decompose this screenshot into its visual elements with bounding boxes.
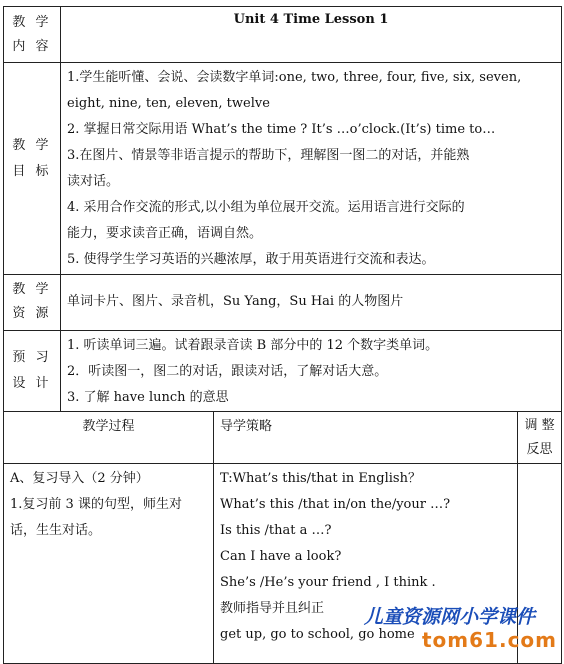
strategy-line: get up, go to school, go home xyxy=(220,627,415,642)
goal-line: 读对话。 xyxy=(67,174,120,189)
resources-row xyxy=(4,275,562,331)
watermark-text: 儿童资源网小学课件 xyxy=(364,606,536,628)
strategy-line: What’s this /that in/on the/your …? xyxy=(220,497,451,512)
process-line: A、复习导入（2 分钟） xyxy=(10,471,149,486)
strategy-line: She’s /He’s your friend , I think . xyxy=(220,575,436,590)
goals-row xyxy=(4,63,562,275)
strategy-line: 教师指导并且纠正 xyxy=(220,601,325,616)
strategy-line: Is this /that a …? xyxy=(220,523,332,538)
goals-label: 教 学 目 标 xyxy=(4,63,61,275)
strategy-line: T:What’s this/that in English？ xyxy=(220,471,421,486)
goal-line: eight, nine, ten, eleven, twelve xyxy=(67,96,270,111)
goal-line: 1.学生能听懂、会说、会读数字单词:one, two, three, four, five, six, seven, xyxy=(67,70,522,85)
process-header-row xyxy=(4,412,562,464)
site-watermark xyxy=(358,600,564,653)
goals-content xyxy=(61,63,562,275)
resources-label: 教 学 资 源 xyxy=(4,275,61,331)
preview-line: 3. 了解 have lunch 的意思 xyxy=(67,390,229,405)
lesson-plan-table xyxy=(3,6,562,664)
goal-line: 能力，要求读音正确，语调自然。 xyxy=(67,226,263,241)
process-line: 1.复习前 3 课的句型，师生对 xyxy=(10,497,182,512)
lesson-title: Unit 4 Time Lesson 1 xyxy=(61,7,562,63)
strategy-header: 导学策略 xyxy=(214,412,518,464)
preview-line: 2．听读图一，图二的对话，跟读对话，了解对话大意。 xyxy=(67,364,388,379)
process-line: 话，生生对话。 xyxy=(10,523,102,538)
watermark-url: tom61.com xyxy=(422,628,558,652)
strategy-line: Can I have a look? xyxy=(220,549,342,564)
title-row xyxy=(4,7,562,63)
preview-label: 预 习 设 计 xyxy=(4,331,61,412)
preview-row xyxy=(4,331,562,412)
process-content xyxy=(4,464,214,664)
preview-content xyxy=(61,331,562,412)
content-label: 教 学 内 容 xyxy=(4,7,61,63)
resources-content: 单词卡片、图片、录音机，Su Yang，Su Hai 的人物图片 xyxy=(61,275,562,331)
goal-line: 3.在图片、情景等非语言提示的帮助下，理解图一图二的对话，并能熟 xyxy=(67,148,470,163)
reflection-header: 调 整 反思 xyxy=(518,412,562,464)
goal-line: 4. 采用合作交流的形式,以小组为单位展开交流。运用语言进行交际的 xyxy=(67,200,465,215)
preview-line: 1. 听读单词三遍。试着跟录音读 B 部分中的 12 个数字类单词。 xyxy=(67,338,439,353)
goal-line: 5. 使得学生学习英语的兴趣浓厚，敢于用英语进行交流和表达。 xyxy=(67,252,435,267)
goal-line: 2. 掌握日常交际用语 What’s the time ? It’s …o’clock.(It’s) time to… xyxy=(67,122,496,137)
process-header: 教学过程 xyxy=(4,412,214,464)
